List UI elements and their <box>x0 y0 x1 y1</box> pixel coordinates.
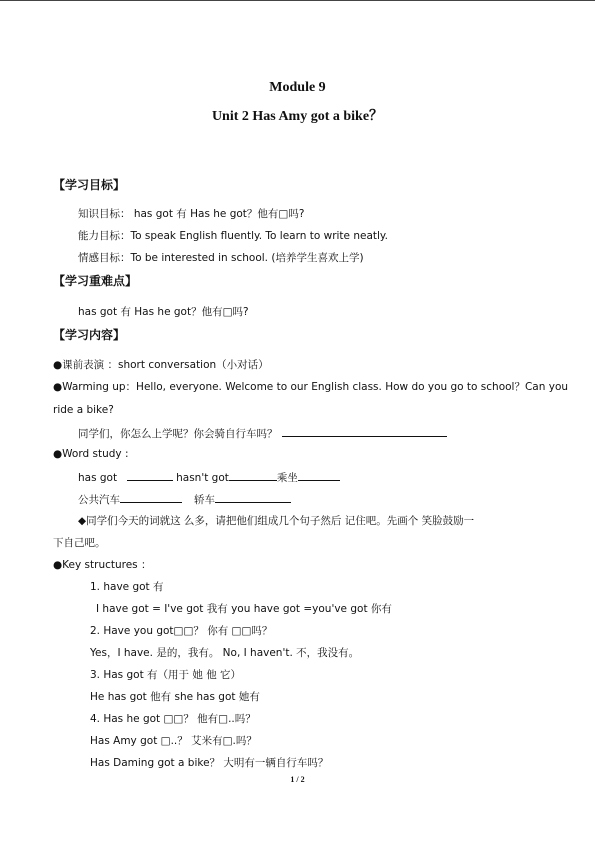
pre-class-performance: ●课前表演 ：short conversation（小对话） <box>53 359 269 371</box>
word-blank[interactable] <box>298 469 340 481</box>
word-has-got: has got <box>78 472 118 484</box>
structure-1-example: I have got = I've got 我有 you have got =you've got 你有 <box>96 603 392 615</box>
structure-4-example-1: Has Amy got □..？ 艾米有□.吗？ <box>90 735 257 747</box>
key-structures-heading: ●Key structures ： <box>53 559 152 571</box>
structure-3-example: He has got 他有 she has got 她有 <box>90 691 260 703</box>
page-subtitle: Unit 2 Has Amy got a bike？ <box>211 109 384 124</box>
word-study-heading: ●Word study : <box>53 448 129 460</box>
word-study-line-1 <box>78 469 340 485</box>
knowledge-objective: 知识目标： has got 有 Has he got？他有□吗? <box>78 208 305 220</box>
word-bus: 公共汽车 <box>78 494 120 506</box>
word-study-tip-line-2: 下自己吧。 <box>53 537 106 549</box>
objectives-heading: 【学习目标】 <box>53 178 126 192</box>
word-study-line-2 <box>78 491 291 507</box>
key-points-heading: 【学习重难点】 <box>53 274 138 288</box>
structure-4-example-2: Has Daming got a bike？ 大明有一辆自行车吗？ <box>90 757 329 769</box>
structure-1: 1. have got 有 <box>90 581 164 593</box>
emotion-objective: 情感目标：To be interested in school. (培养学生喜欢上学) <box>78 252 364 264</box>
structure-2-example: Yes，I have. 是的，我有。 No, I haven't. 不，我没有。 <box>90 647 360 659</box>
ability-objective: 能力目标：To speak English fluently. To learn to write neatly. <box>78 230 388 242</box>
word-blank[interactable] <box>120 491 182 503</box>
top-rule <box>0 0 595 1</box>
word-car: 轿车 <box>194 494 215 506</box>
word-study-tip-line-1: ◆同学们今天的词就这 么多，请把他们组成几个句子然后 记住吧。先画个 笑脸鼓励一 <box>78 515 475 527</box>
structure-4: 4. Has he got □□？ 他有□..吗？ <box>90 713 256 725</box>
warming-up-line-1: ●Warming up：Hello, everyone. Welcome to our English class. How do you go to school？Can you <box>53 381 569 393</box>
structure-2: 2. Have you got□□？ 你有 □□吗？ <box>90 625 273 637</box>
word-blank[interactable] <box>215 491 291 503</box>
warming-up-chinese-text: 同学们，你怎么上学呢？你会骑自行车吗？ <box>78 428 278 440</box>
warming-up-chinese <box>78 425 447 441</box>
page-number: 1 / 2 <box>290 775 305 784</box>
page-title: Module 9 <box>269 80 326 95</box>
word-by: 乘坐 <box>276 472 298 484</box>
answer-blank[interactable] <box>282 425 447 437</box>
word-blank[interactable] <box>229 469 277 481</box>
word-hasnt-got: hasn't got <box>176 472 229 484</box>
warming-up-line-2: ride a bike? <box>53 404 114 416</box>
word-blank[interactable] <box>127 469 173 481</box>
content-heading: 【学习内容】 <box>53 328 126 342</box>
structure-3: 3. Has got 有（用于 她 他 它） <box>90 669 242 681</box>
key-points-text: has got 有 Has he got？他有□吗? <box>78 306 249 318</box>
